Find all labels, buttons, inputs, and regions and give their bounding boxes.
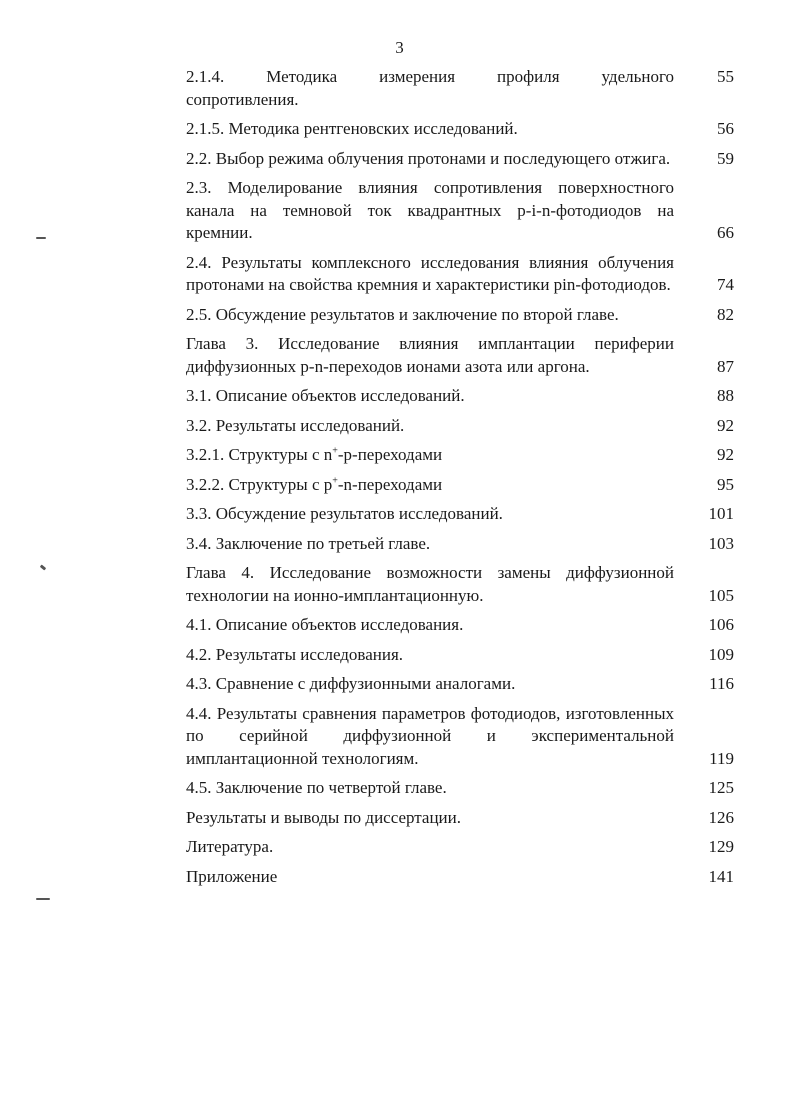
toc-entry: [186, 66, 734, 111]
toc-entry-title: 4.2. Результаты исследования.: [186, 644, 404, 664]
toc-entry-page: 92: [717, 415, 734, 435]
toc-entry-page: 59: [717, 148, 734, 168]
toc-entry-page: 106: [708, 615, 734, 634]
toc-entry: [186, 118, 734, 141]
page-number: 3: [395, 38, 404, 57]
scan-mark: [36, 237, 46, 239]
toc-entry-title: 4.3. Сравнение с диффузионными аналогами.: [186, 674, 516, 693]
toc-entry: [186, 836, 734, 859]
toc-entry: [186, 333, 734, 378]
toc-entry-page: 125: [708, 778, 734, 797]
toc-entry: [186, 177, 734, 245]
toc-entry: [186, 252, 734, 297]
toc-entry-title: Приложение: [186, 866, 278, 886]
toc-entry: [186, 533, 734, 556]
toc-entry-page: 92: [717, 445, 734, 464]
toc-entry-title: 2.3. Моделирование влияния сопротивления поверхностного канала на темновой ток квадрантных p-i-n-фотодиодов на кремнии.: [186, 178, 674, 242]
toc-entry-title: [186, 474, 674, 497]
toc-entry-title-text: 3.2.1. Структуры с n: [186, 445, 333, 464]
toc-entry-title: 3.2. Результаты исследований.: [186, 415, 405, 435]
toc-entry-title: 3.4. Заключение по третьей главе.: [186, 533, 431, 553]
toc-entry-title-line2: сопротивления.: [186, 89, 299, 109]
toc-entry-title: 2.5. Обсуждение результатов и заключение по второй главе.: [186, 304, 619, 324]
toc-entry-title: 3.1. Описание объектов исследований.: [186, 386, 465, 405]
toc-entry-page: 126: [708, 807, 734, 827]
toc-entry-title: 4.1. Описание объектов исследования.: [186, 615, 464, 634]
toc-entry-page: 119: [709, 748, 734, 768]
toc-entry: [186, 614, 734, 637]
toc-entry: [186, 807, 734, 830]
toc-entry-page: 105: [708, 585, 734, 605]
toc-entry: [186, 474, 734, 497]
toc-entry: [186, 503, 734, 526]
table-of-contents: [186, 66, 734, 895]
toc-entry-title: 2.4. Результаты комплексного исследования влияния облучения протонами на свойства кремния и характеристики pin-фотодиодов.: [186, 252, 674, 294]
toc-entry-page: 95: [717, 474, 734, 494]
toc-entry-page: 55: [717, 67, 734, 86]
toc-entry-page: 129: [708, 837, 734, 856]
scan-mark: [40, 564, 47, 570]
toc-entry-title-text: 3.2.2. Структуры с p: [186, 474, 333, 494]
toc-entry: [186, 562, 734, 607]
toc-entry: [186, 703, 734, 771]
toc-entry-title: 2.2. Выбор режима облучения протонами и последующего отжига.: [186, 148, 671, 168]
toc-entry: [186, 148, 734, 171]
toc-entry-title: Литература.: [186, 837, 274, 856]
toc-entry-page: 56: [717, 119, 734, 138]
scan-mark: [36, 898, 50, 900]
toc-entry: [186, 673, 734, 696]
toc-entry: [186, 866, 734, 889]
toc-entry: [186, 415, 734, 438]
toc-entry-title: Результаты и выводы по диссертации.: [186, 807, 462, 827]
toc-entry-title: 2.1.5. Методика рентгеновских исследований.: [186, 119, 518, 138]
toc-entry-page: 66: [717, 223, 734, 242]
toc-entry-title-line1: 2.1.4. Методика измерения профиля удельного: [186, 67, 674, 86]
toc-entry-title: Глава 3. Исследование влияния имплантации периферии диффузионных p-n-переходов ионами азота или аргона.: [186, 334, 674, 376]
toc-entry-title: [186, 444, 674, 467]
toc-entry-title: 4.4. Результаты сравнения параметров фотодиодов, изготовленных по серийной диффузионной и экспериментальной имплантационной технологиям.: [186, 703, 674, 768]
toc-entry-page: 103: [708, 533, 734, 553]
toc-entry-title: [186, 66, 674, 111]
toc-entry-title: 4.5. Заключение по четвертой главе.: [186, 778, 447, 797]
toc-entry-page: 87: [717, 356, 734, 376]
toc-entry-title: Глава 4. Исследование возможности замены диффузионной технологии на ионно-имплантационную.: [186, 563, 674, 605]
toc-entry-title-suffix: -p-переходами: [337, 445, 443, 464]
toc-entry-title: 3.3. Обсуждение результатов исследований.: [186, 504, 503, 523]
toc-entry: [186, 444, 734, 467]
toc-entry-page: 82: [717, 304, 734, 324]
toc-entry: [186, 777, 734, 800]
superscript-plus: +: [332, 445, 338, 457]
toc-entry: [186, 304, 734, 327]
toc-entry-page: 116: [709, 674, 734, 693]
toc-entry-page: 101: [708, 504, 734, 523]
toc-entry-page: 141: [708, 866, 734, 886]
superscript-plus: +: [332, 474, 338, 486]
toc-entry: [186, 385, 734, 408]
toc-entry-page: 88: [717, 386, 734, 405]
toc-entry-page: 74: [717, 275, 734, 294]
toc-entry-page: 109: [708, 644, 734, 664]
toc-entry-title-suffix: -n-переходами: [337, 474, 443, 494]
toc-entry: [186, 644, 734, 667]
